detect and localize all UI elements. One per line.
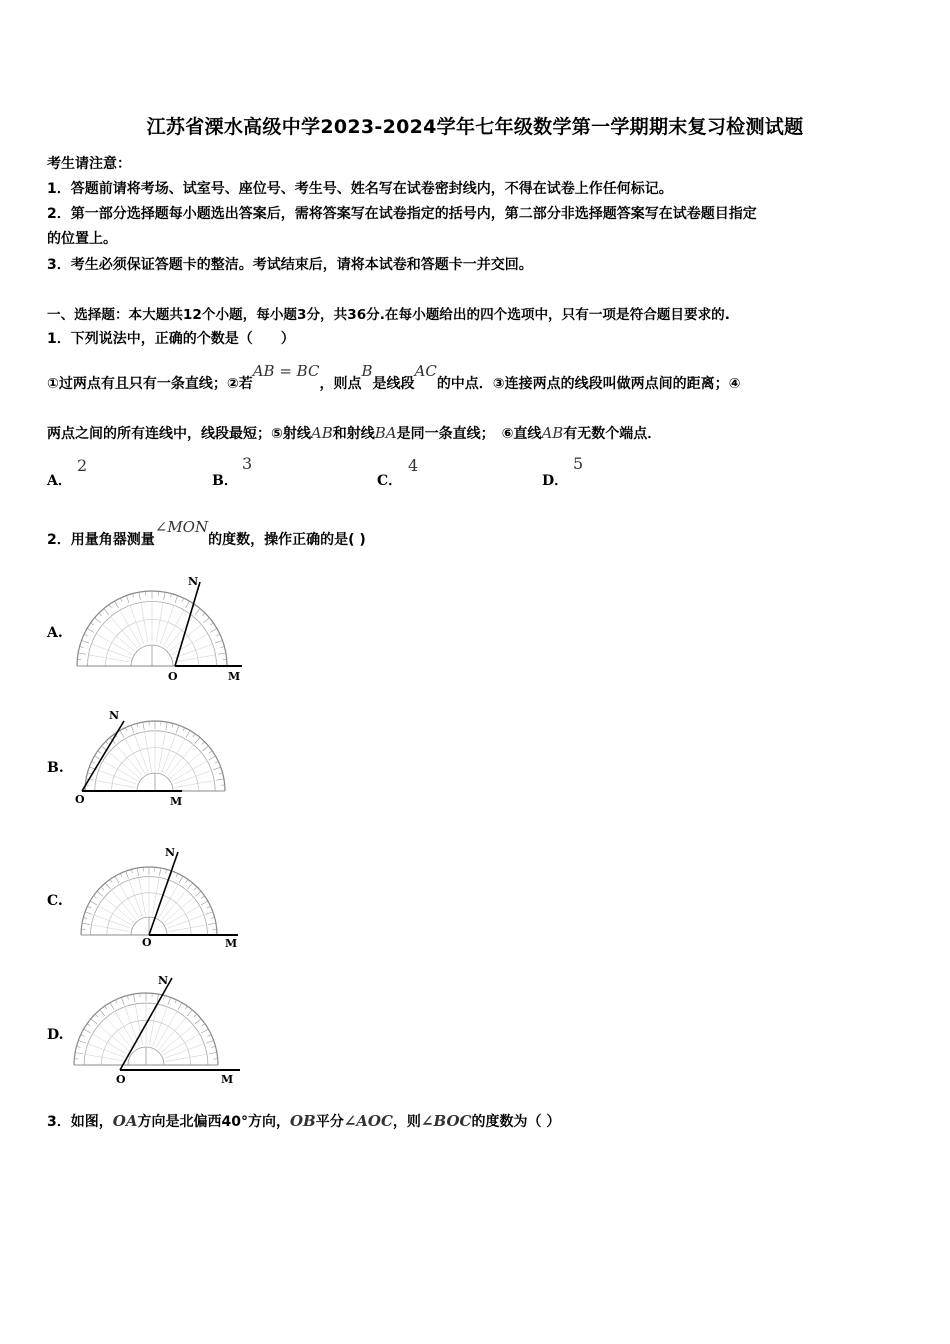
- q3-stem: [47, 1111, 560, 1131]
- q2-option-b-figure: [70, 705, 240, 810]
- q2-option-c-label: C.: [47, 893, 63, 909]
- q1-option-c-value: 4: [408, 456, 419, 475]
- q1-l1-math-3: AC: [414, 362, 437, 380]
- protractor: [74, 993, 218, 1065]
- label-n: N: [109, 709, 120, 722]
- q1-option-d-value: 5: [573, 454, 584, 473]
- label-m: M: [221, 1073, 234, 1086]
- q1-l2-math-3: AB: [541, 424, 564, 442]
- q2-stem-text-b: 的度数，操作正确的是( ): [208, 532, 366, 548]
- q1-l2-math-1: AB: [310, 424, 333, 442]
- label-n: N: [165, 846, 176, 859]
- q1-statement-line-2: [47, 423, 661, 443]
- q2-option-a-label: A.: [47, 625, 63, 641]
- q3-text-a: 3．如图，: [47, 1114, 113, 1130]
- q2-stem-math: ∠MON: [154, 518, 209, 536]
- q3-text-c: 平分: [315, 1114, 344, 1130]
- q1-option-d-label: D．: [542, 473, 569, 489]
- q1-l2-text-d: 有无数个端点．: [563, 426, 662, 442]
- protractor: [77, 591, 227, 666]
- q1-l2-text-c: 是同一条直线； ⑥直线: [396, 426, 542, 442]
- notice-heading: 考生请注意：: [47, 156, 131, 172]
- q1-l2-text-a: 两点之间的所有连线中，线段最短；⑤射线: [47, 426, 311, 442]
- q1-l1-math-2: B: [361, 362, 373, 380]
- q1-l2-text-b: 和射线: [332, 426, 375, 442]
- q1-l2-math-2: BA: [374, 424, 397, 442]
- q1-option-a-value: 2: [77, 456, 88, 475]
- q3-math-ob: OB: [289, 1112, 316, 1130]
- label-o: O: [75, 793, 85, 806]
- q3-text-d: ，则: [392, 1114, 421, 1130]
- q1-l1-text-d: 的中点．③连接两点的线段叫做两点间的距离；④: [436, 376, 741, 392]
- q3-math-oa: OA: [112, 1112, 138, 1130]
- label-n: N: [158, 974, 169, 987]
- q2-stem: [47, 518, 366, 549]
- label-m: M: [228, 670, 241, 683]
- label-m: M: [225, 937, 238, 950]
- q1-option-b-label: B．: [212, 473, 238, 489]
- q3-math-aoc: ∠AOC: [343, 1112, 393, 1130]
- q1-l1-text-a: ①过两点有且只有一条直线；②若: [47, 376, 253, 392]
- q3-text-b: 方向是北偏西40°方向，: [137, 1114, 290, 1130]
- label-o: O: [116, 1073, 126, 1086]
- protractor: [85, 721, 225, 791]
- q2-stem-text-a: 2．用量角器测量: [47, 532, 155, 548]
- notice-item-2-cont: 的位置上。: [47, 231, 117, 247]
- q1-l1-text-b: ，则点: [319, 376, 362, 392]
- label-o: O: [168, 670, 178, 683]
- page-title: 江苏省溧水高级中学2023-2024学年七年级数学第一学期期末复习检测试题: [146, 116, 804, 138]
- q1-option-c-label: C．: [377, 473, 403, 489]
- q3-math-boc: ∠BOC: [420, 1112, 472, 1130]
- q1-option-b-value: 3: [242, 454, 253, 473]
- notice-item-1: 1．答题前请将考场、试室号、座位号、考生号、姓名写在试卷密封线内，不得在试卷上作任何标记。: [47, 181, 673, 197]
- label-o: O: [142, 936, 152, 949]
- label-m: M: [170, 795, 183, 808]
- q2-option-b-label: B.: [47, 760, 64, 776]
- notice-item-2: 2．第一部分选择题每小题选出答案后，需将答案写在试卷指定的括号内，第二部分非选择题答案写在试卷题目指定: [47, 206, 757, 222]
- q2-option-d-figure: [68, 968, 248, 1088]
- q3-text-e: 的度数为（ ）: [471, 1114, 561, 1130]
- q1-option-a-label: A．: [47, 473, 72, 489]
- label-n: N: [188, 575, 199, 588]
- section-heading: 一、选择题：本大题共12个小题，每小题3分，共36分.在每小题给出的四个选项中，只有一项是符合题目要求的.: [47, 307, 730, 323]
- q1-statement-line-1: [47, 362, 741, 393]
- q1-l1-text-c: 是线段: [372, 376, 415, 392]
- q1-l1-math-1: AB = BC: [252, 362, 320, 380]
- q2-option-c-figure: [70, 840, 245, 952]
- q1-stem: 1．下列说法中，正确的个数是（ ）: [47, 331, 295, 347]
- q2-option-a-figure: [70, 570, 250, 685]
- protractor: [81, 867, 217, 935]
- notice-item-3: 3．考生必须保证答题卡的整洁。考试结束后，请将本试卷和答题卡一并交回。: [47, 257, 533, 273]
- q2-option-d-label: D.: [47, 1027, 64, 1043]
